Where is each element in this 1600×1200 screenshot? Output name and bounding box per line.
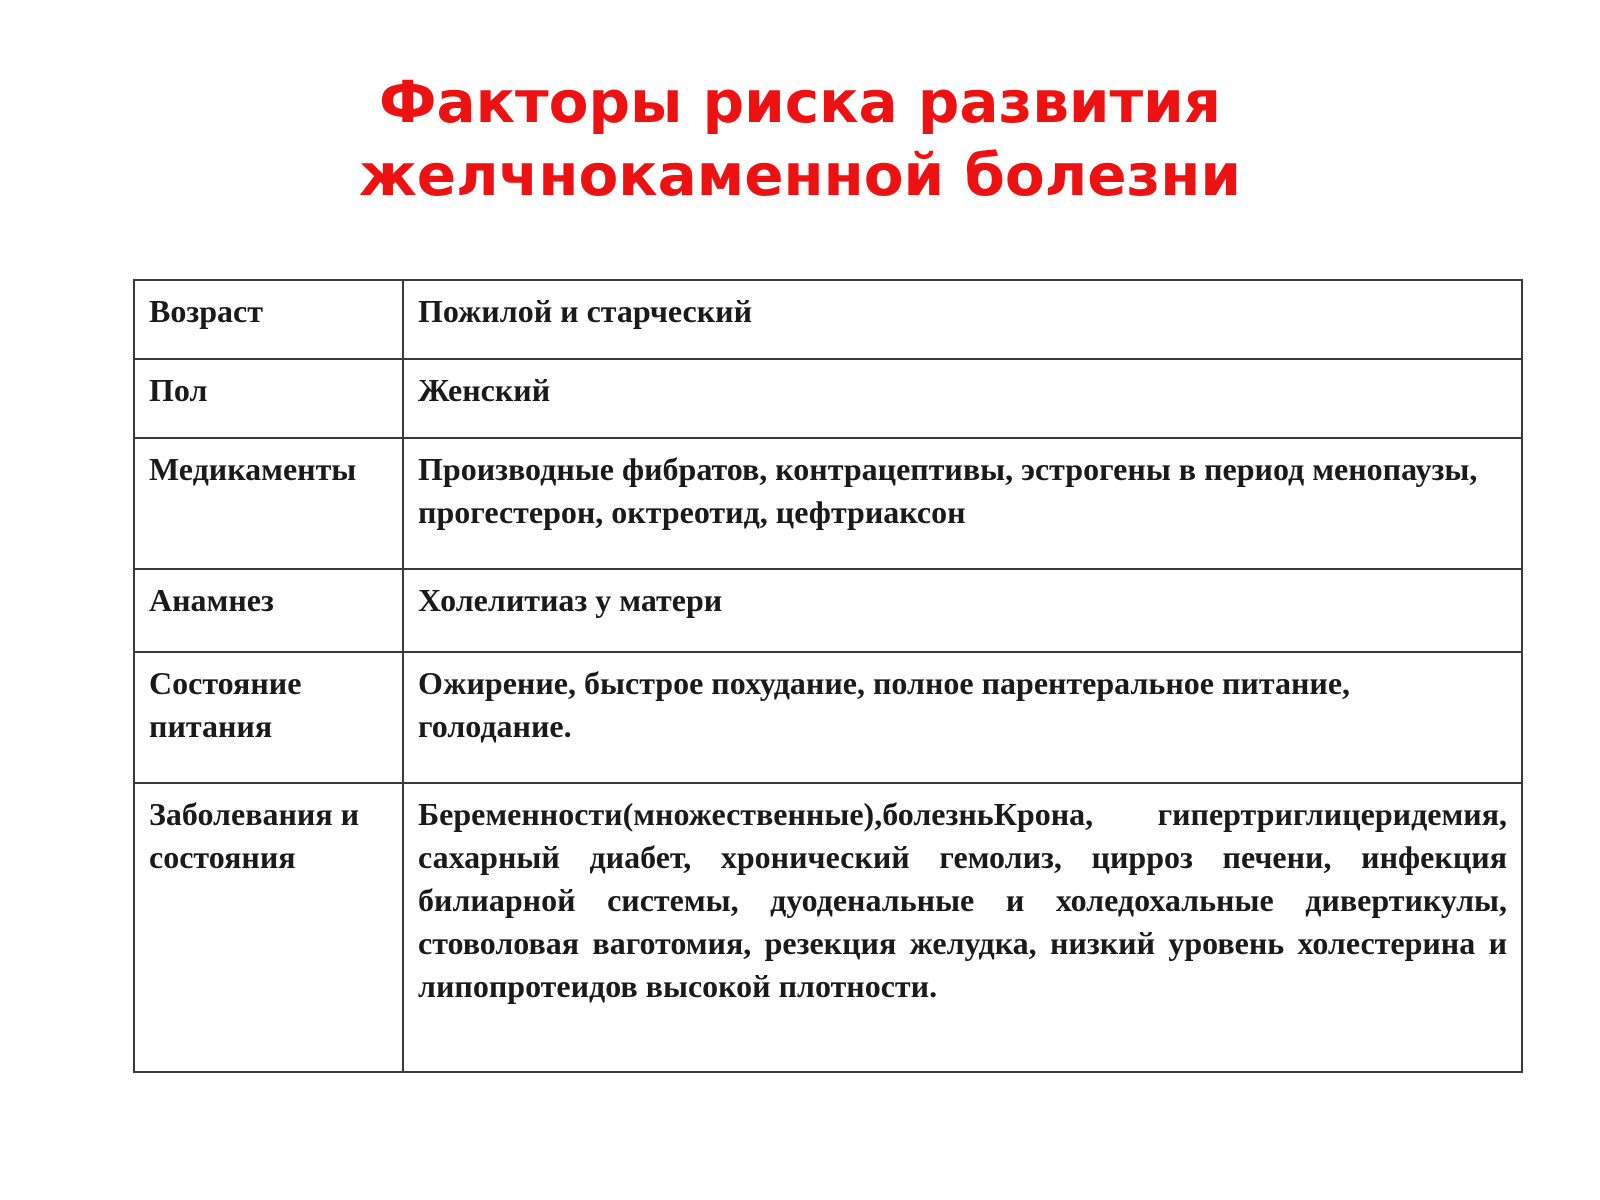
- factor-cell: Анамнез: [134, 569, 403, 652]
- slide-title-line-1: Факторы риска развития: [378, 68, 1222, 136]
- table-row: [134, 438, 1522, 569]
- value-cell: Пожилой и старческий: [403, 280, 1522, 359]
- value-cell: Женский: [403, 359, 1522, 438]
- factor-cell: Состояние питания: [134, 652, 403, 783]
- table-row: [134, 359, 1522, 438]
- value-cell: Производные фибратов, контрацептивы, эстрогены в период менопаузы, прогестерон, октреотид, цефтриаксон: [403, 438, 1522, 569]
- slide-title: [0, 66, 1600, 212]
- factor-cell: Медикаменты: [134, 438, 403, 569]
- factor-cell: Пол: [134, 359, 403, 438]
- value-cell: Холелитиаз у матери: [403, 569, 1522, 652]
- slide-title-line-2: желчнокаменной болезни: [359, 141, 1241, 209]
- risk-factors-table: [133, 279, 1523, 1073]
- table-row: [134, 652, 1522, 783]
- factor-cell: Заболевания и состояния: [134, 783, 403, 1072]
- value-cell: Беременности(множественные),болезньКрона, гипертриглицеридемия, сахарный диабет, хронический гемолиз, цирроз печени, инфекция билиарной системы, дуоденальные и холедохальные дивертикулы, стоволовая ваготомия, резекция желудка, низкий уровень холестерина и липопротеидов высокой плотности.: [403, 783, 1522, 1072]
- table-row: [134, 569, 1522, 652]
- table-row: [134, 280, 1522, 359]
- factor-cell: Возраст: [134, 280, 403, 359]
- table-row: [134, 783, 1522, 1072]
- value-cell: Ожирение, быстрое похудание, полное парентеральное питание, голодание.: [403, 652, 1522, 783]
